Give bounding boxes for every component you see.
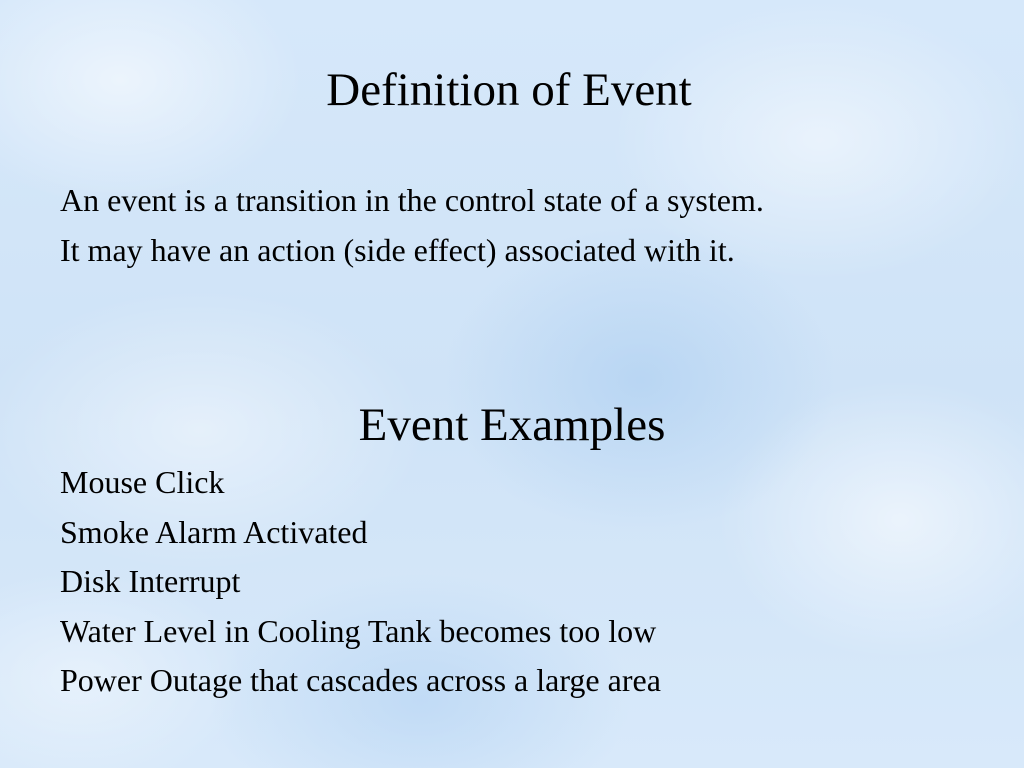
example-item: Mouse Click (60, 464, 225, 500)
definition-paragraph: An event is a transition in the control state of a system. (60, 182, 764, 218)
example-item: Water Level in Cooling Tank becomes too low (60, 612, 657, 649)
examples-list (60, 458, 960, 706)
example-item: Disk Interrupt (60, 563, 241, 599)
definition-body (60, 175, 960, 275)
definition-title: Definition of Event (326, 64, 692, 116)
definition-paragraph: It may have an action (side effect) associated with it. (60, 232, 735, 268)
example-item: Smoke Alarm Activated (60, 513, 368, 550)
example-item: Power Outage that cascades across a large area (60, 662, 661, 698)
examples-title: Event Examples (358, 399, 666, 451)
